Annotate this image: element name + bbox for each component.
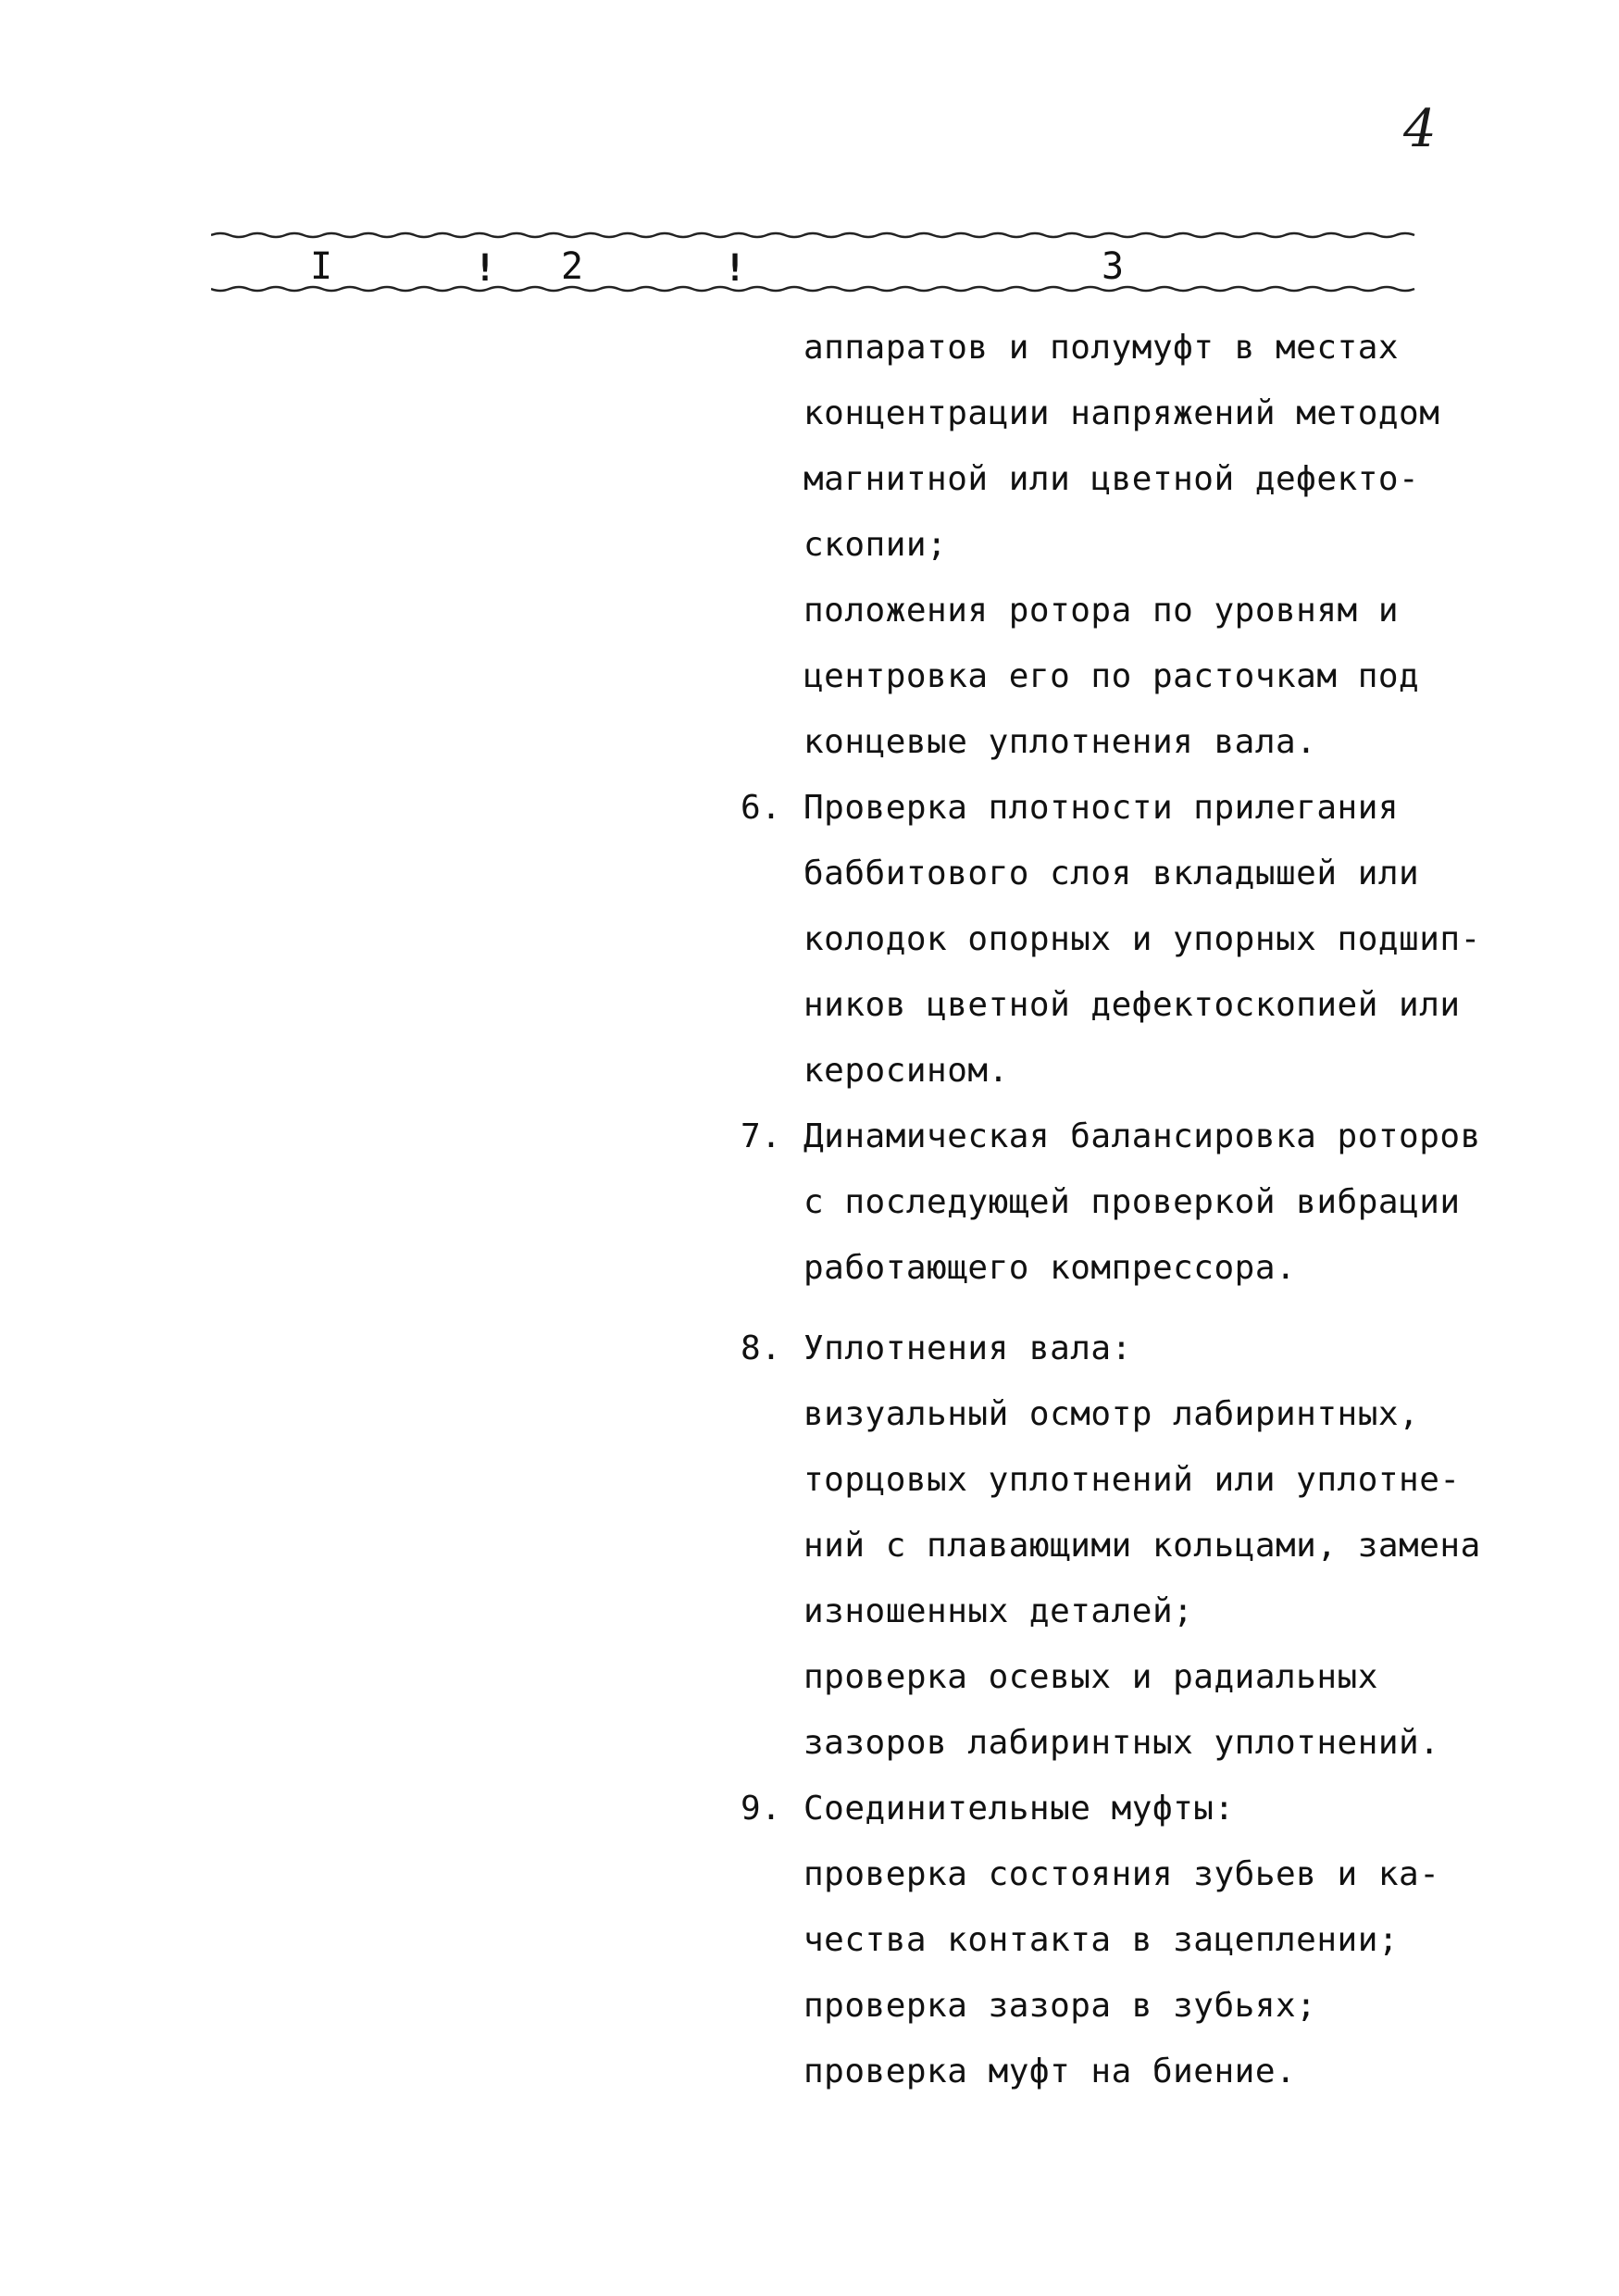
item-line: проверка осевых и радиальных — [803, 1658, 1378, 1696]
column-header-2: 2 — [561, 245, 584, 288]
item-line: визуальный осмотр лабиринтных, — [803, 1395, 1420, 1433]
item-number: 7. — [741, 1117, 782, 1155]
continuation-line: аппаратов и полумуфт в местах — [803, 329, 1400, 367]
item-line: ний с плавающими кольцами, замена — [803, 1527, 1481, 1565]
item-number: 9. — [741, 1790, 782, 1828]
table-header-bottom-rule — [211, 283, 1424, 294]
column-separator-1: ! — [474, 247, 497, 290]
continuation-line: центровка его по расточкам под — [803, 657, 1420, 695]
continuation-line: положения ротора по уровням и — [803, 592, 1400, 630]
item-number: 6. — [741, 789, 782, 827]
item-line: баббитового слоя вкладышей или — [803, 855, 1420, 892]
list-item-9 — [741, 1776, 1574, 2104]
list-item-6 — [741, 775, 1574, 1104]
column-header-3: 3 — [1102, 245, 1125, 288]
item-line: проверка состояния зубьев и ка- — [803, 1855, 1440, 1893]
item-line: Соединительные муфты: — [803, 1790, 1235, 1828]
continuation-line: концентрации напряжений методом — [803, 394, 1440, 432]
item-number: 8. — [741, 1329, 782, 1367]
item-line: торцовых уплотнений или уплотне- — [803, 1461, 1461, 1499]
table-column-3-content — [741, 315, 1574, 2104]
item-line: керосином. — [803, 1052, 1009, 1090]
continuation-line: магнитной или цветной дефекто- — [803, 460, 1420, 498]
item-line: с последующей проверкой вибрации — [803, 1183, 1461, 1221]
continuation-line: концевые уплотнения вала. — [803, 723, 1317, 761]
continuation-line: скопии; — [803, 526, 948, 564]
item-line: зазоров лабиринтных уплотнений. — [803, 1724, 1440, 1762]
column-separator-2: ! — [724, 247, 747, 290]
item-line: Проверка плотности прилегания — [803, 789, 1400, 827]
item-line: чества контакта в зацеплении; — [803, 1921, 1400, 1959]
item-line: Уплотнения вала: — [803, 1329, 1132, 1367]
item-line: изношенных деталей; — [803, 1592, 1194, 1630]
page-number: 4 — [1403, 99, 1437, 159]
item-line: проверка муфт на биение. — [803, 2053, 1297, 2090]
list-item-7 — [741, 1104, 1574, 1301]
item-line: Динамическая балансировка роторов — [803, 1117, 1481, 1155]
item-line: ников цветной дефектоскопией или — [803, 986, 1461, 1024]
list-item-8 — [741, 1316, 1574, 1776]
item-line: работающего компрессора. — [803, 1249, 1297, 1287]
column-header-1: I — [310, 245, 333, 288]
table-header-top-rule — [211, 230, 1424, 241]
item-line: колодок опорных и упорных подшип- — [803, 920, 1481, 958]
item-line: проверка зазора в зубьях; — [803, 1987, 1317, 2025]
